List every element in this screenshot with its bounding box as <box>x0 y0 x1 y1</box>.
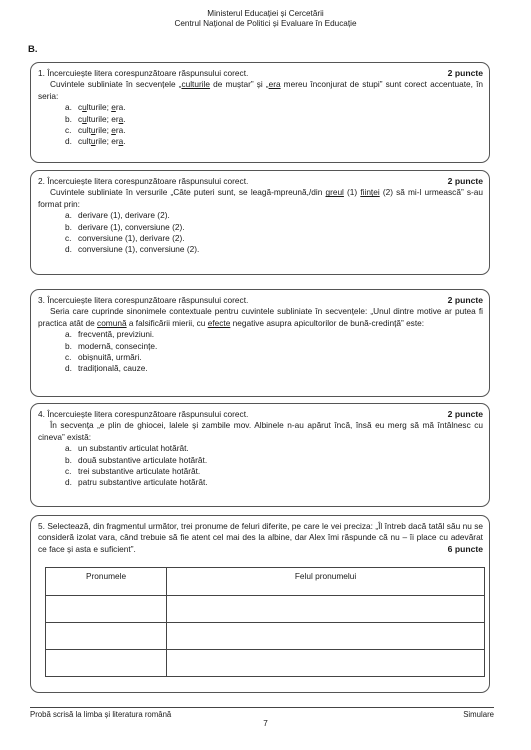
option-2b[interactable]: b. derivare (1), conversiune (2). <box>65 221 185 232</box>
footer-session: Simulare <box>463 710 494 719</box>
option-1a[interactable]: a. culturile; era. <box>65 102 126 113</box>
question-2-text: Cuvintele subliniate în versurile „Câte puteri sunt, se leagă-mpreună,/din greul (1) ființei (2) să mi-l urmească” s-au format prin: <box>38 187 483 209</box>
question-3-instruction: 3. Încercuiește litera corespunzătoare răspunsului corect. <box>38 295 249 305</box>
page-number: 7 <box>263 719 268 728</box>
column-header-type: Felul pronumelui <box>167 568 485 596</box>
column-header-pronoun: Pronumele <box>46 568 167 596</box>
section-label: B. <box>28 44 38 55</box>
type-cell[interactable] <box>167 650 485 677</box>
question-2-box <box>30 170 490 275</box>
question-1-points: 2 puncte <box>447 68 483 78</box>
page-footer <box>30 707 494 719</box>
option-2c[interactable]: c. conversiune (1), derivare (2). <box>65 233 185 244</box>
option-3b[interactable]: b. modernă, consecințe. <box>65 340 158 351</box>
question-3-box <box>30 289 490 397</box>
pronoun-cell[interactable] <box>46 596 167 623</box>
page-header <box>0 9 531 29</box>
pronoun-cell[interactable] <box>46 623 167 650</box>
option-1c[interactable]: c. culturile; era. <box>65 125 126 136</box>
question-2-points: 2 puncte <box>447 176 483 186</box>
option-3a[interactable]: a. frecventă, previziuni. <box>65 329 155 340</box>
type-cell[interactable] <box>167 623 485 650</box>
question-1-text: Cuvintele subliniate în secvențele „culturile de muștar” și „era mereu înconjurat de stupi” sunt corect accentuate, în seria: <box>38 79 484 101</box>
table-row <box>46 650 485 677</box>
question-5-points: 6 puncte <box>447 543 483 554</box>
question-2-instruction: 2. Încercuiește litera corespunzătoare răspunsului corect. <box>38 176 249 186</box>
option-2d[interactable]: d. conversiune (1), conversiune (2). <box>65 244 200 255</box>
option-4b[interactable]: b. două substantive articulate hotărât. <box>65 454 208 465</box>
option-1d[interactable]: d. culturile; era. <box>65 136 126 147</box>
question-4-points: 2 puncte <box>447 409 483 419</box>
center-line: Centrul Național de Politici și Evaluare în Educație <box>174 19 357 28</box>
type-cell[interactable] <box>167 596 485 623</box>
option-3c[interactable]: c. obișnuită, urmări. <box>65 352 142 363</box>
question-5-text: 5. Selectează, din fragmentul următor, trei pronume de feluri diferite, pe care le vei preciza: „Îl întreb dacă tatăl său nu se consideră izolat vara, când trebuie să fie atent cel mai des la albine, dar Alex îmi răspunde că nu – îi place cu adevărat ce face și asta e suficient”. 6 puncte <box>38 521 483 554</box>
question-3-points: 2 puncte <box>447 295 483 305</box>
question-3-text: Seria care cuprinde sinonimele contextuale pentru cuvintele subliniate în secvențele: „Unul dintre motive ar putea fi practica atât de comună a falsificării mierii, cu efecte negative asupra apicultorilor de bună-credință” este: <box>38 306 483 328</box>
footer-exam-title: Probă scrisă la limba și literatura română <box>30 710 172 719</box>
question-4-instruction: 4. Încercuiește litera corespunzătoare răspunsului corect. <box>38 409 249 419</box>
pronoun-cell[interactable] <box>46 650 167 677</box>
question-4-text: În secvența „e plin de ghiocei, lalele și zambile mov. Albinele n-au apărut încă, însă eu merg să mă întâlnesc cu cineva” există: <box>38 420 483 442</box>
option-1b[interactable]: b. culturile; era. <box>65 113 126 124</box>
question-1-box <box>30 62 490 163</box>
pronoun-table <box>45 567 485 677</box>
option-4c[interactable]: c. trei substantive articulate hotărât. <box>65 466 201 477</box>
ministry-line: Ministerul Educației și Cercetării <box>207 9 324 18</box>
question-1-instruction: 1. Încercuiește litera corespunzătoare răspunsului corect. <box>38 68 249 78</box>
option-4a[interactable]: a. un substantiv articulat hotărât. <box>65 443 189 454</box>
option-3d[interactable]: d. tradițională, cauze. <box>65 363 148 374</box>
option-2a[interactable]: a. derivare (1), derivare (2). <box>65 210 170 221</box>
table-row <box>46 623 485 650</box>
option-4d[interactable]: d. patru substantive articulate hotărât. <box>65 477 208 488</box>
question-4-box <box>30 403 490 507</box>
table-row <box>46 596 485 623</box>
